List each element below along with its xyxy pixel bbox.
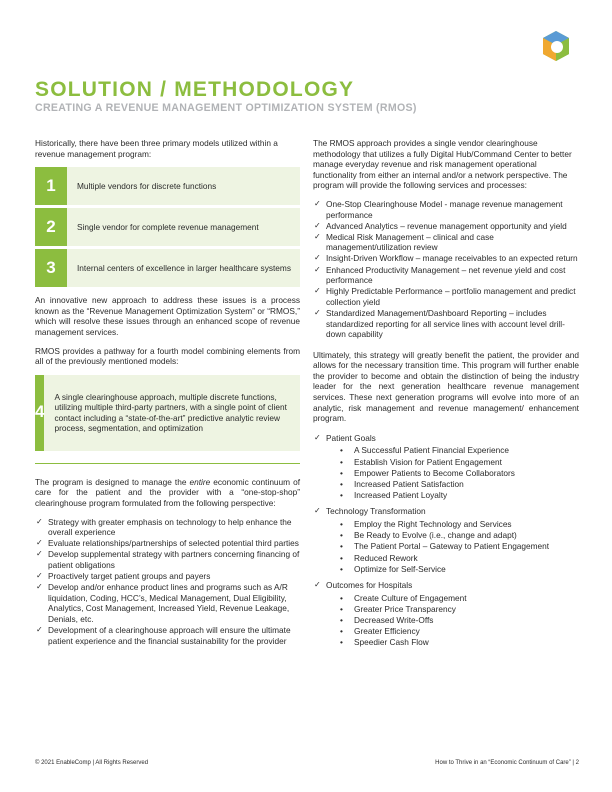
goals-checklist <box>313 433 579 649</box>
left-column <box>35 138 300 647</box>
list-item: • Speedier Cash Flow <box>326 637 579 648</box>
model-list <box>35 167 300 287</box>
list-item: • Establish Vision for Patient Engagement <box>326 457 579 468</box>
checkmark-icon: ✓ <box>314 506 321 516</box>
checkmark-icon: ✓ <box>314 580 321 590</box>
checkmark-icon: ✓ <box>314 220 321 230</box>
model-number: 2 <box>35 208 67 246</box>
list-item: ✓ Evaluate relationships/partnerships of selected potential third parties <box>36 538 299 549</box>
list-item: • A Successful Patient Financial Experience <box>326 445 579 456</box>
goal-group <box>313 433 579 502</box>
list-item: • Reduced Rework <box>326 553 579 564</box>
checkmark-icon: ✓ <box>314 264 321 274</box>
list-item: • Optimize for Self-Service <box>326 564 579 575</box>
page-subtitle: CREATING A REVENUE MANAGEMENT OPTIMIZATION SYSTEM (RMOS) <box>35 102 417 114</box>
list-item: • Decreased Write-Offs <box>326 615 579 626</box>
perspective-checklist <box>35 517 300 647</box>
benefit-paragraph: Ultimately, this strategy will greatly benefit the patient, the provider and allows for the necessary transition time. This program will further enable the provider to become and obtain the distinction of being the industry leader for the next generation healthcare revenue management services. These next generation programs will evolve into more of an analytic, risk management and revenue management/ enhancement program. <box>313 349 579 424</box>
rmos-approach-paragraph: The RMOS approach provides a single vendor clearinghouse methodology that utilizes a fully Digital Hub/Command Center to better manage everyday revenue and risk management operational functionality from either an internal and/or a network perspective. The program will provide the following services and processes: <box>313 138 572 191</box>
program-paragraph: The program is designed to manage the entire economic continuum of care for the patient and the provider with a “one-stop-shop” clearinghouse program formulated from the following perspective: <box>35 476 301 508</box>
model-text: Single vendor for complete revenue management <box>77 221 259 232</box>
list-item: • Be Ready to Evolve (i.e., change and adapt) <box>326 530 579 541</box>
list-item: • Increased Patient Loyalty <box>326 490 579 501</box>
checkmark-icon: ✓ <box>36 538 43 548</box>
checkmark-icon: ✓ <box>36 516 43 526</box>
checkmark-icon: ✓ <box>314 198 321 208</box>
model-text: Multiple vendors for discrete functions <box>77 180 217 191</box>
right-column <box>313 138 579 654</box>
list-item: • Create Culture of Engagement <box>326 593 579 604</box>
list-item: ✓ Medical Risk Management – clinical and case management/utilization review <box>314 231 494 253</box>
model-item <box>35 249 300 287</box>
intro-paragraph: Historically, there have been three primary models utilized within a revenue management program: <box>35 138 278 159</box>
model-text: A single clearinghouse approach, multiple discrete functions, utilizing multiple third-party partners, with a single point of client contact including a “state-of-the-art” predictive analytic review process, segmentation, and optimization <box>54 391 287 434</box>
checkmark-icon: ✓ <box>36 571 43 580</box>
list-item: ✓ Develop supplemental strategy with partners concerning financing of patient obligations <box>36 549 300 570</box>
checkmark-icon: ✓ <box>36 549 43 559</box>
list-item: • The Patient Portal – Gateway to Patient Engagement <box>326 541 579 552</box>
list-item: • Empower Patients to Become Collaborators <box>326 468 579 479</box>
model-item <box>35 167 300 205</box>
page-title: SOLUTION / METHODOLOGY <box>35 78 355 101</box>
goal-title: Technology Transformation <box>326 506 426 517</box>
list-item: ✓ One-Stop Clearinghouse Model - manage revenue management performance <box>314 198 563 220</box>
cube-logo-icon <box>540 30 572 62</box>
checkmark-icon: ✓ <box>36 624 43 634</box>
list-item: ✓ Proactively target patient groups and payers <box>36 571 211 581</box>
checkmark-icon: ✓ <box>314 253 321 263</box>
goal-group <box>313 506 579 575</box>
list-item: ✓ Insight-Driven Workflow – manage receivables to an expected return <box>314 253 578 264</box>
pathway-paragraph: RMOS provides a pathway for a fourth model combining elements from all of the previously mentioned models: <box>35 345 300 367</box>
list-item: • Increased Patient Satisfaction <box>326 479 579 490</box>
goal-group <box>313 580 579 649</box>
copyright-footer: © 2021 EnableComp | All Rights Reserved <box>35 760 149 766</box>
list-item: ✓ Standardized Management/Dashboard Reporting – includes standardized reporting for all service lines with account level drill-down capability <box>314 307 565 340</box>
goal-title: Outcomes for Hospitals <box>326 580 413 591</box>
goal-title: Patient Goals <box>326 432 376 443</box>
services-checklist <box>313 199 579 340</box>
list-item: ✓ Enhanced Productivity Management – net revenue yield and cost performance <box>314 264 566 286</box>
model-item <box>35 208 300 246</box>
checkmark-icon: ✓ <box>314 307 321 317</box>
list-item: • Employ the Right Technology and Services <box>326 519 579 530</box>
list-item: ✓ Develop and/or enhance product lines and programs such as A/R liquidation, Coding, HCC’s, Medical Management, Dual Eligibility, Analytics, Cost Management, Increased Yield, Revenue Leakage, Denials, etc. <box>36 582 290 624</box>
list-item: • Greater Efficiency <box>326 626 579 637</box>
list-item: ✓ Highly Predictable Performance – portfolio management and predict collection yield <box>314 286 576 307</box>
checkmark-icon: ✓ <box>314 432 321 442</box>
list-item: ✓ Advanced Analytics – revenue management opportunity and yield <box>314 220 567 231</box>
section-divider <box>35 463 300 464</box>
list-item: ✓ Strategy with greater emphasis on technology to help enhance the overall experience <box>36 516 292 538</box>
list-item: • Greater Price Transparency <box>326 604 579 615</box>
checkmark-icon: ✓ <box>314 231 321 241</box>
model-number: 1 <box>35 167 67 205</box>
checkmark-icon: ✓ <box>36 582 43 592</box>
model-number: 3 <box>35 249 67 287</box>
rmos-intro-paragraph: An innovative new approach to address these issues is a process known as the “Revenue Management Optimization System” or “RMOS,” which will resolve these issues through an enhanced scope of revenue management services. <box>35 295 300 337</box>
list-item: ✓ Development of a clearinghouse approach will ensure the ultimate patient experience and the financial sustainability for the provider <box>36 624 291 646</box>
checkmark-icon: ✓ <box>314 286 321 296</box>
page-footer: How to Thrive in an “Economic Continuum of Care” | 2 <box>435 760 579 766</box>
model-number: 4 <box>35 375 44 451</box>
model-text: Internal centers of excellence in larger healthcare systems <box>77 262 291 273</box>
model-item-four <box>35 375 300 451</box>
